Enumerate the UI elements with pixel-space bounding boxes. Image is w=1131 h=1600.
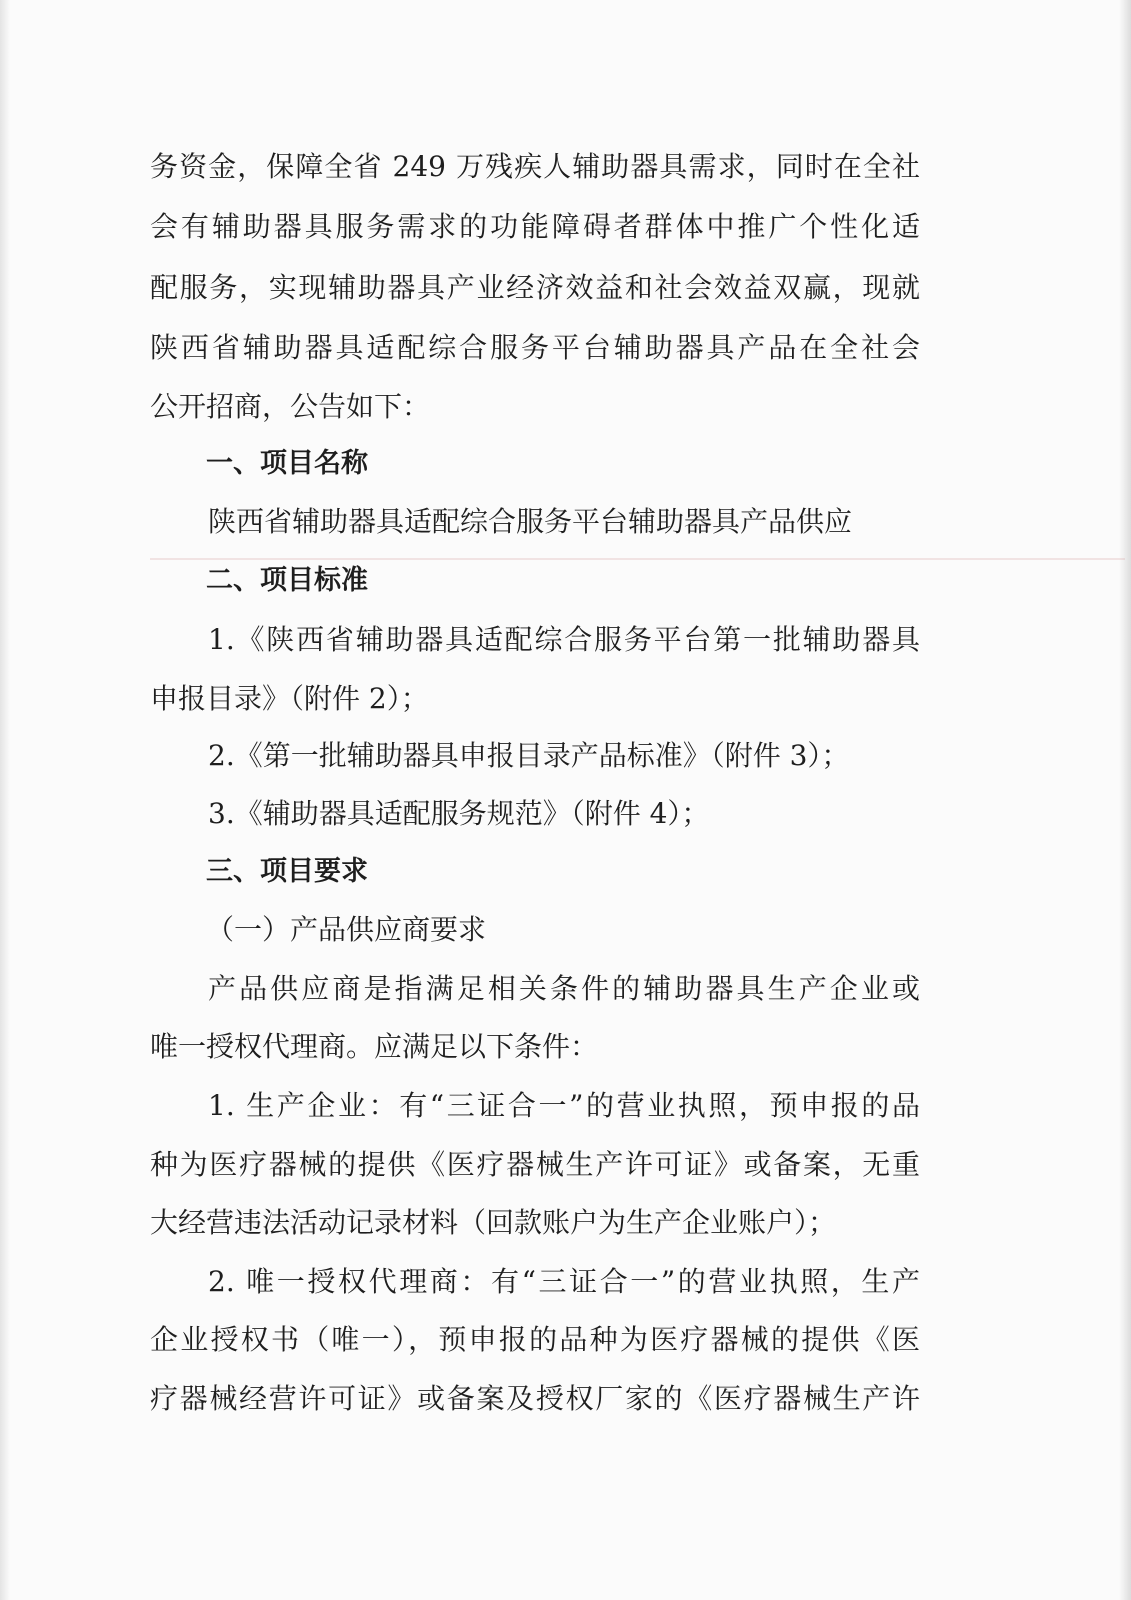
paragraph-line: 唯一授权代理商。应满足以下条件： bbox=[150, 1030, 599, 1063]
list-item: 3.《辅助器具适配服务规范》（附件 4）； bbox=[208, 797, 710, 830]
paragraph-line: 务资金，保障全省 249 万残疾人辅助器具需求，同时在全社 bbox=[150, 150, 920, 183]
section-heading: 二、项目标准 bbox=[206, 565, 368, 596]
paragraph-line: 陕西省辅助器具适配综合服务平台辅助器具产品在全社会 bbox=[150, 331, 920, 364]
section-text: 陕西省辅助器具适配综合服务平台辅助器具产品供应 bbox=[208, 505, 853, 538]
list-item-line: 大经营违法活动记录材料（回款账户为生产企业账户）； bbox=[150, 1206, 837, 1239]
subsection-heading: （一）产品供应商要求 bbox=[206, 913, 487, 946]
paragraph-line: 配服务，实现辅助器具产业经济效益和社会效益双赢，现就 bbox=[150, 271, 920, 304]
list-item-line: 1.《陕西省辅助器具适配综合服务平台第一批辅助器具 bbox=[208, 623, 920, 656]
list-item-line: 企业授权书（唯一），预申报的品种为医疗器械的提供《医 bbox=[150, 1323, 920, 1356]
list-item-line: 种为医疗器械的提供《医疗器械生产许可证》或备案，无重 bbox=[150, 1148, 920, 1181]
paragraph-line: 会有辅助器具服务需求的功能障碍者群体中推广个性化适 bbox=[150, 210, 920, 243]
paragraph-line: 产品供应商是指满足相关条件的辅助器具生产企业或 bbox=[208, 972, 920, 1005]
list-item-line: 疗器械经营许可证》或备案及授权厂家的《医疗器械生产许 bbox=[150, 1382, 920, 1415]
section-heading: 三、项目要求 bbox=[206, 856, 368, 887]
section-heading: 一、项目名称 bbox=[206, 448, 368, 479]
list-item-line: 1. 生产企业：有“三证合一”的营业执照，预申报的品 bbox=[208, 1089, 920, 1122]
list-item: 2.《第一批辅助器具申报目录产品标准》（附件 3）； bbox=[208, 739, 850, 772]
list-item-line: 2. 唯一授权代理商：有“三证合一”的营业执照，生产 bbox=[208, 1265, 920, 1298]
paragraph-line: 公开招商，公告如下： bbox=[150, 390, 431, 423]
list-item-line: 申报目录》（附件 2）； bbox=[150, 682, 429, 715]
